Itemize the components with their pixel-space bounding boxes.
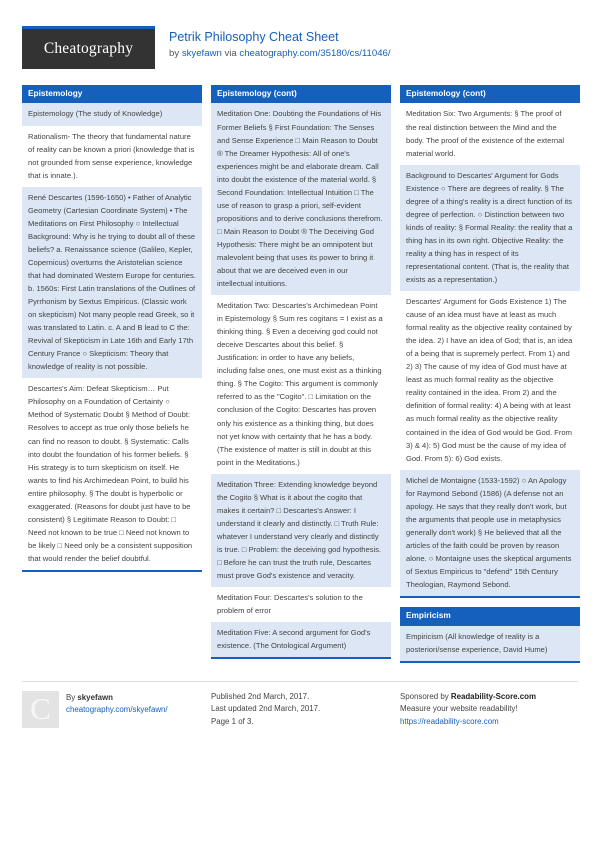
cheatography-logo[interactable] — [22, 26, 155, 69]
content-columns — [22, 85, 578, 672]
page-number: Page 1 of 3. — [211, 717, 254, 727]
block-rows — [400, 626, 580, 663]
sponsor-name: Readability-Score.com — [450, 691, 536, 701]
page-footer — [22, 681, 578, 729]
sponsor-tagline: Measure your website readability! — [400, 704, 518, 714]
author-block — [22, 691, 202, 728]
source-url-link[interactable]: cheatography.com/35180/cs/11046/ — [239, 48, 391, 60]
block-title: Epistemology (cont) — [211, 85, 391, 103]
byline — [169, 47, 391, 60]
table-row: Meditation Six: Two Arguments: § The proof of the real distinction between the Mind and the body. The proof of the existence of the external material world. — [400, 103, 580, 164]
published-date: Published 2nd March, 2017. — [211, 691, 310, 701]
author-lines — [66, 691, 168, 718]
block-rows — [22, 103, 202, 572]
author-profile-link-wrap — [66, 704, 168, 717]
table-row: Empiricism (All knowledge of reality is a posteriori/sense experience, David Hume) — [400, 626, 580, 661]
table-row: René Descartes (1596-1650) • Father of Analytic Geometry (Cartesian Coordinate System) • The Meditations on First Philosophy ○ Intellectual Background: Why is he trying to doubt all of these beliefs? a. Renaissance science (Galileo, Kepler, Copernicus) overturns the Aristotelian science that had dominated Western Europe for centuries. b. 1560s: First Latin translations of the Outlines of Pyrrhonism by Sextus Empiricus. (Classic work on skepticism) Not many people read Greek, so it was translated to Latin. c. A and B lead to C the: Revival of Skepticism in Late 16th and Early 17th Century France ○ Skepticism: Theory that knowledge of reality is not possible. — [22, 187, 202, 379]
author-profile-link[interactable]: cheatography.com/skyefawn/ — [66, 705, 168, 715]
block-epistemology-cont-1 — [211, 85, 391, 659]
block-title: Epistemology — [22, 85, 202, 103]
table-row: Meditation Four: Descartes's solution to the problem of error — [211, 587, 391, 622]
sponsor-prefix: Sponsored by — [400, 691, 451, 701]
block-epistemology-cont-2 — [400, 85, 580, 598]
table-row: Meditation One: Doubting the Foundations of His Former Beliefs § First Foundation: The Senses and Sense Experience □ Main Reason to Doubt ® The Dreamer Hypothesis: All of one's experiences might be and elaborate dream. Call into doubt the existence of the material world. § Second Foundation: Intellectual Intuition □ The use of reason to grasp a priori, self-evident propositions and to derive conclusions therefrom. □ Main Reason to Doubt ® The Deceiving God Hypothesis: There might be an omnipotent but malevolent being that uses its power to bring it about that we are deceived even in our intellectual intuitions. — [211, 103, 391, 295]
footer-sponsor-column — [400, 691, 580, 729]
sponsor-line — [400, 691, 580, 704]
block-title: Empiricism — [400, 607, 580, 625]
block-rows — [400, 103, 580, 598]
avatar: C — [22, 691, 59, 728]
title-block — [169, 26, 391, 60]
table-row: Meditation Two: Descartes's Archimedean Point in Epistemology § Sum res cogitans = I exist as a thinking thing. § Even a deceiving god could not deceive Descartes about this belief. § Justification: in order to have any beliefs, including false ones, one must exist as a thinking thing. § The Cogito: This argument is commonly referred to as the "Cogito". □ Limitation on the conclusion of the Cogito: Descartes has proven only his existence as a thinking thing, but does not yet know with certainty that he has a body. (The existence of matter is still in doubt at this point in the Meditations.) — [211, 295, 391, 474]
table-row: Descartes' Argument for Gods Existence 1) The cause of an idea must have at least as much formal reality as the objective reality contained by the idea. 2) I have an idea of God; that is, an idea of a being that is supremely perfect. From 1) and 2) 3) The cause of my idea of God must have at least as much formal reality as the objective reality contained in the idea. From 2) and the definition of formal reality: 4) A being with at least as much formal reality as the objective reality contained in the idea of God would be God. From 3) & 4): 5) God must be the cause of my idea of God. From 5): 6) God exists. — [400, 291, 580, 470]
updated-date: Last updated 2nd March, 2017. — [211, 704, 321, 714]
author-name — [66, 692, 168, 705]
column-2 — [211, 85, 391, 668]
footer-meta-column — [211, 691, 391, 729]
block-rows — [211, 103, 391, 659]
page-title: Petrik Philosophy Cheat Sheet — [169, 30, 339, 44]
block-title: Epistemology (cont) — [400, 85, 580, 103]
author-handle: skyefawn — [77, 692, 113, 702]
masthead — [22, 26, 578, 69]
author-by-label: By — [66, 692, 78, 702]
table-row: Meditation Five: A second argument for God's existence. (The Ontological Argument) — [211, 622, 391, 657]
column-1 — [22, 85, 202, 581]
logo-wordmark: Cheatography — [43, 40, 134, 57]
table-row: Meditation Three: Extending knowledge beyond the Cogito § What is it about the cogito that makes it certain? □ Descartes's Answer: I understand it clearly and distinctly. □ Truth Rule: whatever I understand very clearly and distinctly is true. □ Problem: the deceiving god hypothesis. □ Before he can trust the truth rule, Descartes must prove God's existence and veracity. — [211, 474, 391, 587]
block-epistemology — [22, 85, 202, 572]
table-row: Background to Descartes' Argument for Gods Existence ○ There are degrees of reality. § The degree of a thing's reality is a direct function of its degree of perfection. ○ Distinction between two kinds of reality: § Formal Reality: the reality that a thing has in its own right. Objective Reality: the reality a thing has in respect of its representational content. (That is, the reality that exists as a representation.) — [400, 165, 580, 291]
table-row: Rationalism- The theory that fundamental nature of reality can be known a priori (knowledge that is not grounded from sense experience, knowledge that is innate.). — [22, 126, 202, 187]
table-row: Epistemology (The study of Knowledge) — [22, 103, 202, 125]
sponsor-url-link[interactable]: https://readability-score.com — [400, 717, 499, 727]
byline-via: via — [221, 48, 240, 60]
table-row: Descartes's Aim: Defeat Skepticism… Put Philosophy on a Foundation of Certainty ○ Method of Systematic Doubt § Method of Doubt: Resolves to accept as true only those beliefs he can find no reason to doubt. § Systematic: Calls into doubt the foundation of his former beliefs. § His strategy is to turn skepticism on itself. He wants to find his Archimedean Point, to build his entire philosophy. § The doubt is hyperbolic or exaggerated. (Reasons for doubt just have to be consistent) § Legitimate Reason to Doubt: □ Need not known to be true □ Need not known to be likely □ Need only be a consistent supposition that would render the belief doubtful. — [22, 378, 202, 570]
column-3 — [400, 85, 580, 672]
author-link[interactable]: skyefawn — [181, 48, 222, 60]
table-row: Michel de Montaigne (1533-1592) ○ An Apology for Raymond Sebond (1586) (A defense not an apology. He says that they really don't work, but the arguments that people use in metaphysics generally don't work) § He believed that all the articles of the faith could be proven by reason alone. ○ Montaigne uses the skeptical arguments of Sextus Empiricus to "defend" 15th Century Theologian, Raymond Sebond. — [400, 470, 580, 596]
sponsor-url-wrap — [400, 716, 580, 729]
block-empiricism — [400, 607, 580, 663]
footer-author-column — [22, 691, 202, 728]
byline-prefix: by — [169, 48, 182, 60]
